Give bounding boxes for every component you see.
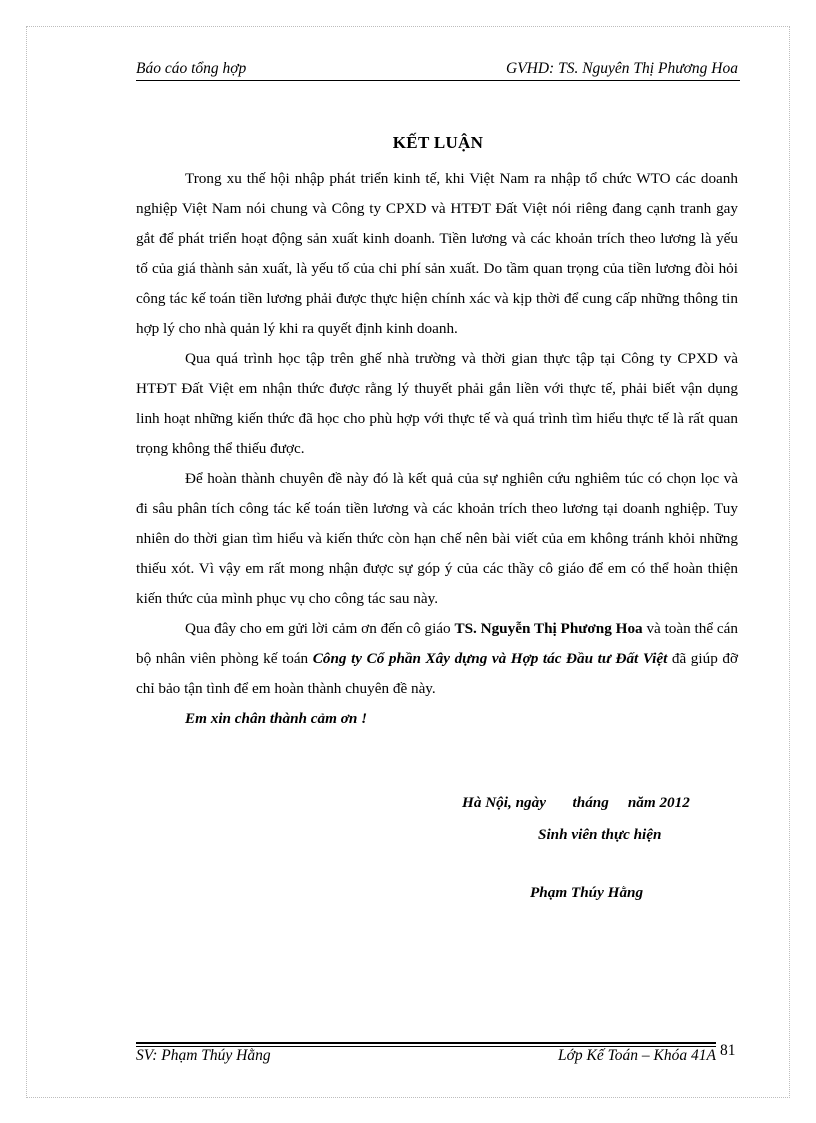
signature-name: Phạm Thúy Hằng — [530, 884, 644, 901]
teacher-name: TS. Nguyễn Thị Phương Hoa — [454, 620, 643, 637]
page-number: 81 — [720, 1042, 736, 1059]
thanks-text-1: Qua đây cho em gửi lời cảm ơn đến cô giáo — [185, 620, 455, 637]
paragraph-3: Để hoàn thành chuyên đề này đó là kết quả của sự nghiên cứu nghiêm túc có chọn lọc và đi sâu phân tích công tác kế toán tiền lương và các khoản trích theo lương tại doanh nghiệp. Tuy nhiên do thời gian tìm hiểu và kiến thức còn hạn chế nên bài viết của em không tránh khỏi những thiếu xót. Vì vậy em rất mong nhận được sự góp ý của các thầy cô giáo để em có thể hoàn thiện kiến thức của mình phục vụ cho công tác sau này. — [136, 470, 738, 607]
paragraph-2: Qua quá trình học tập trên ghế nhà trường và thời gian thực tập tại Công ty CPXD và HTĐT Đất Việt em nhận thức được rằng lý thuyết phải gắn liền với thực tế, phải biết vận dụng linh hoạt những kiến thức đã học cho phù hợp với thực tế và quá trình tìm hiểu thực tế là rất quan trọng không thể thiếu được. — [136, 350, 738, 457]
thanks-text-2: và toàn thể cán bộ nhân viên phòng kế toán — [136, 620, 738, 667]
header-supervisor: GVHD: TS. Nguyên Thị Phương Hoa — [506, 60, 738, 77]
closing-thanks: Em xin chân thành cảm ơn ! — [185, 710, 368, 727]
page-title: KẾT LUẬN — [392, 133, 484, 152]
signature-role: Sinh viên thực hiện — [538, 826, 662, 843]
header-divider — [136, 80, 740, 81]
signature-date: Hà Nội, ngày tháng năm 2012 — [462, 794, 690, 811]
company-name: Công ty Cổ phần Xây dựng và Hợp tác Đầu tư Đất Việt — [312, 650, 668, 667]
page-footer — [136, 1047, 716, 1069]
footer-divider-thick — [136, 1042, 716, 1044]
conclusion-body — [136, 164, 738, 734]
thanks-text-3: đã giúp đỡ chỉ bảo tận tình để em hoàn thành chuyên đề này. — [136, 650, 738, 697]
footer-class: Lớp Kế Toán – Khóa 41A — [558, 1047, 716, 1064]
paragraph-thanks — [136, 614, 738, 704]
header-report-title: Báo cáo tổng hợp — [136, 60, 247, 77]
footer-student: SV: Phạm Thúy Hằng — [136, 1047, 271, 1064]
paragraph-1: Trong xu thế hội nhập phát triển kinh tế, khi Việt Nam ra nhập tổ chức WTO các doanh nghiệp Việt Nam nói chung và Công ty CPXD và HTĐT Đất Việt nói riêng đang cạnh tranh gay gắt để phát triển hoạt động sản xuất kinh doanh. Tiền lương và các khoản trích theo lương là yếu tố của giá thành sản xuất, là yếu tố của chi phí sản xuất. Do tầm quan trọng của tiền lương đòi hỏi công tác kế toán tiền lương phải được thực hiện chính xác và kịp thời để cung cấp những thông tin hợp lý cho nhà quản lý khi ra quyết định kinh doanh. — [136, 170, 738, 337]
page-header — [136, 60, 738, 82]
